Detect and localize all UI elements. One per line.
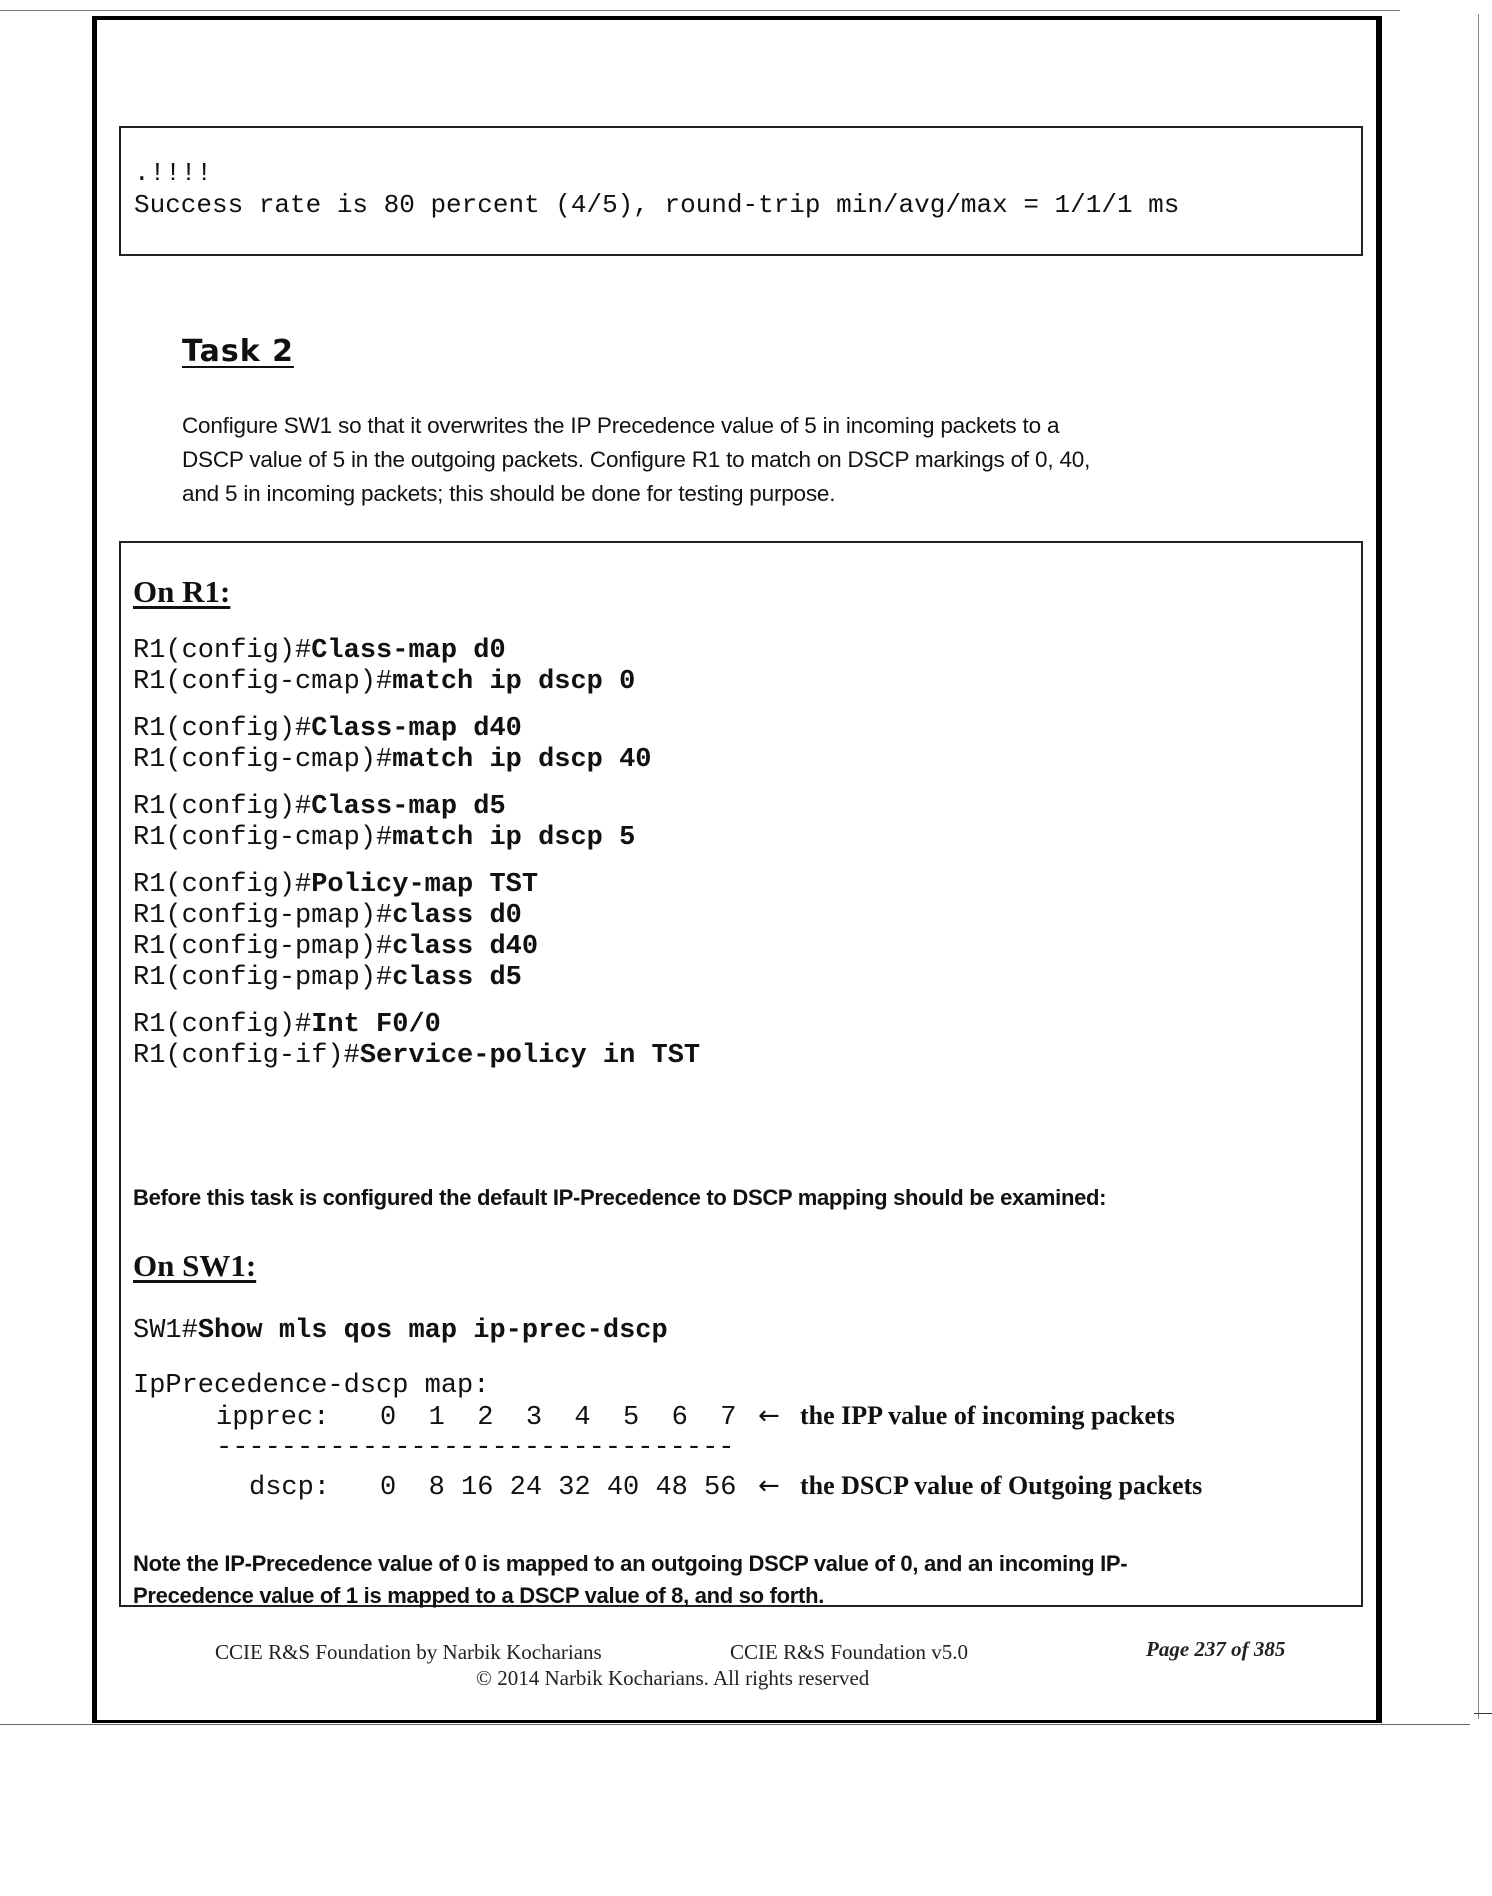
footer-copyright: © 2014 Narbik Kocharians. All rights reserved (476, 1666, 870, 1690)
ipprec-values: 0 1 2 3 4 5 6 7 (380, 1403, 737, 1433)
ping-output-box (119, 126, 1363, 256)
config-line: R1(config-if)#Service-policy in TST (133, 1041, 701, 1071)
dscp-values: 0 8 16 24 32 40 48 56 (380, 1473, 737, 1503)
config-line: R1(config-cmap)#match ip dscp 5 (133, 823, 636, 853)
dscp-label: dscp: (249, 1473, 331, 1503)
config-line: R1(config)#Class-map d40 (133, 714, 522, 744)
config-line: R1(config)#Class-map d0 (133, 636, 506, 666)
config-line: R1(config-pmap)#class d5 (133, 963, 522, 993)
task-description-line: Configure SW1 so that it overwrites the IP Precedence value of 5 in incoming packets to a (182, 413, 1060, 438)
footer-left: CCIE R&S Foundation by Narbik Kocharians (215, 1640, 602, 1664)
footer-center: CCIE R&S Foundation v5.0 (730, 1640, 969, 1664)
config-line: R1(config)#Class-map d5 (133, 792, 506, 822)
r1-section-heading: On R1: (133, 574, 231, 609)
arrow-left-icon: ← (758, 1401, 780, 1431)
footer-page-number: Page 237 of 385 (1146, 1637, 1286, 1661)
sw1-section-heading: On SW1: (133, 1248, 257, 1283)
map-separator: -------------------------------- (216, 1433, 735, 1463)
dscp-annotation: the DSCP value of Outgoing packets (800, 1471, 1203, 1500)
config-line: R1(config)#Policy-map TST (133, 870, 539, 900)
scan-right-edge (1478, 14, 1479, 1719)
scan-top-line (0, 10, 1400, 11)
r1-config-block (133, 543, 1333, 1101)
scan-bottom-line (0, 1724, 1470, 1725)
config-line: R1(config)#Int F0/0 (133, 1010, 441, 1040)
config-line: R1(config-cmap)#match ip dscp 0 (133, 667, 636, 697)
task-description-line: and 5 in incoming packets; this should be done for testing purpose. (182, 481, 836, 506)
task-description (182, 409, 1332, 511)
closing-note (133, 1548, 1127, 1612)
config-line: R1(config-pmap)#class d40 (133, 932, 539, 962)
task-title: Task 2 (182, 334, 294, 369)
sw1-show-command: SW1#Show mls qos map ip-prec-dscp (133, 1316, 668, 1346)
arrow-left-icon: ← (758, 1471, 780, 1501)
ping-success-rate: Success rate is 80 percent (4/5), round-trip min/avg/max = 1/1/1 ms (134, 190, 1180, 220)
ping-result-marks: .!!!! (134, 158, 213, 188)
before-task-note: Before this task is configured the default IP-Precedence to DSCP mapping should be examined: (133, 1185, 1107, 1210)
ipprec-label: ipprec: (216, 1403, 330, 1433)
solution-box (119, 541, 1363, 1607)
closing-note-line: Precedence value of 1 is mapped to a DSCP value of 8, and so forth. (133, 1583, 825, 1608)
map-title: IpPrecedence-dscp map: (133, 1371, 490, 1401)
config-line: R1(config-cmap)#match ip dscp 40 (133, 745, 652, 775)
closing-note-line: Note the IP-Precedence value of 0 is mapped to an outgoing DSCP value of 0, and an incoming IP- (133, 1551, 1128, 1576)
config-line: R1(config-pmap)#class d0 (133, 901, 522, 931)
scan-bottom-right-tick (1474, 1713, 1492, 1714)
ipprec-annotation: the IPP value of incoming packets (800, 1401, 1175, 1430)
task-description-line: DSCP value of 5 in the outgoing packets. Configure R1 to match on DSCP markings of 0, 40, (182, 447, 1091, 472)
